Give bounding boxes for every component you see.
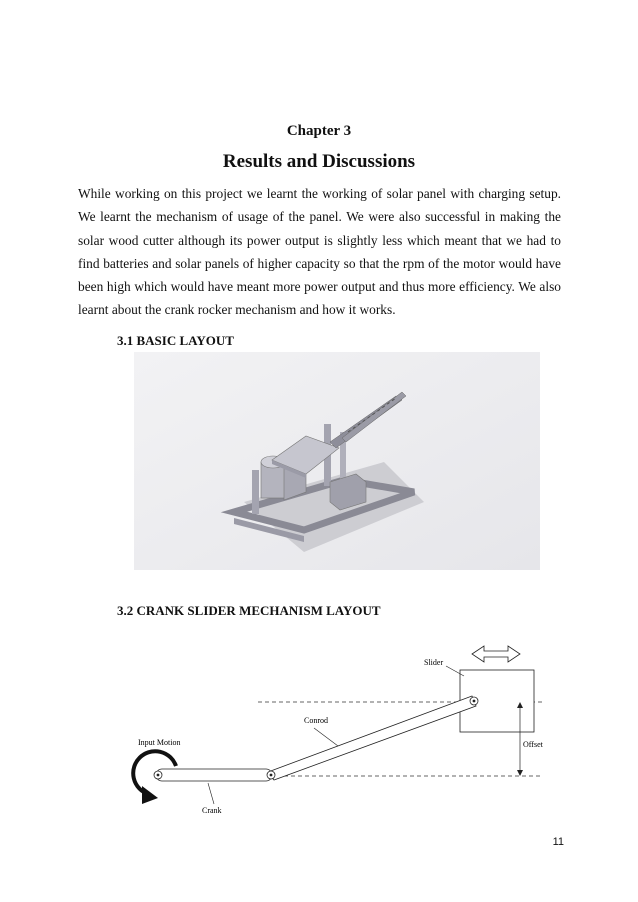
basic-layout-render <box>134 352 540 570</box>
input-motion-label: Input Motion <box>138 738 181 747</box>
chapter-label: Chapter 3 <box>286 123 352 139</box>
offset-label: Offset <box>523 740 543 749</box>
slider-label: Slider <box>424 658 444 667</box>
double-arrow-icon <box>472 646 520 662</box>
conrod-label: Conrod <box>304 716 328 725</box>
section-heading-crank-slider: 3.2 CRANK SLIDER MECHANISM LAYOUT <box>117 603 381 618</box>
crank-slider-diagram <box>128 636 548 821</box>
crank-label: Crank <box>202 806 222 815</box>
conrod-link <box>268 696 476 780</box>
page-number: 11 <box>552 836 564 848</box>
chapter-title: Results and Discussions <box>222 151 416 172</box>
body-paragraph: While working on this project we learnt the working of solar panel with charging setup. We learnt the mechanism of usage of the panel. We were also successful in making the solar wood cutter although its power output is slightly less which meant that we had to find batteries and solar panels of higher capacity so that the rpm of the motor would have been high which would have meant more power output and thus more efficiency. We also learnt about the crank rocker mechanism and how it works. <box>78 186 561 318</box>
crank-link <box>156 769 272 781</box>
section-heading-basic-layout: 3.1 BASIC LAYOUT <box>117 333 234 348</box>
